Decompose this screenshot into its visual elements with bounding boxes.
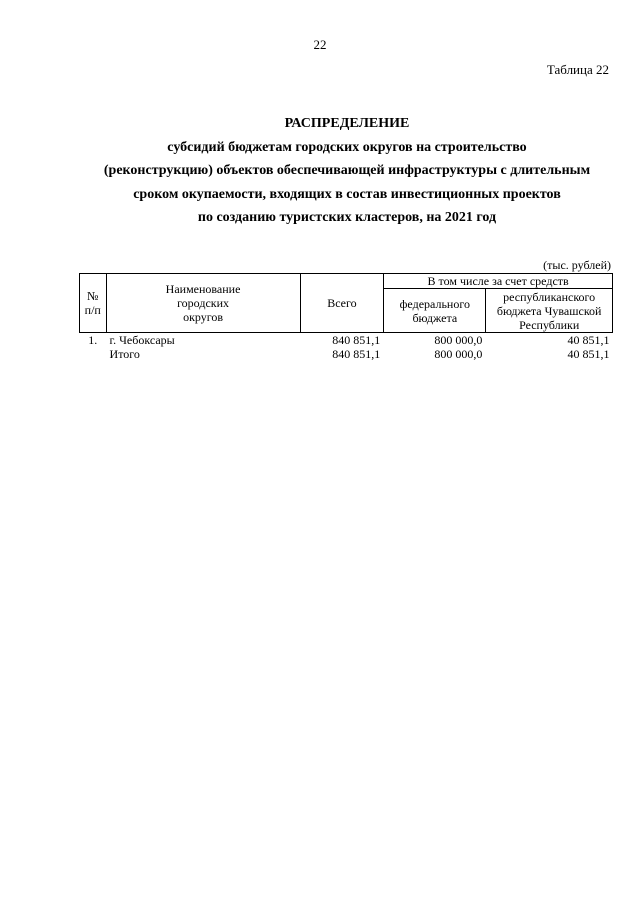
header-republic: республиканского бюджета Чувашской Республики xyxy=(486,289,613,333)
units-note: (тыс. рублей) xyxy=(543,258,611,272)
header-group: В том числе за счет средств xyxy=(384,274,613,289)
header-name: Наименование городских округов xyxy=(106,274,300,333)
table-row xyxy=(80,333,613,348)
title-line: сроком окупаемости, входящих в состав инвестиционных проектов xyxy=(133,186,561,202)
row-name: г. Чебоксары xyxy=(109,333,175,347)
title-line: субсидий бюджетам городских округов на строительство xyxy=(167,139,527,155)
document-title xyxy=(0,112,640,230)
page-number: 22 xyxy=(313,37,327,52)
row-total: 840 851,1 xyxy=(332,347,381,361)
row-total: 840 851,1 xyxy=(332,333,381,347)
header-num: № п/п xyxy=(80,274,107,333)
title-heading: РАСПРЕДЕЛЕНИЕ xyxy=(284,116,410,131)
row-num: 1. xyxy=(88,333,98,347)
row-name: Итого xyxy=(109,347,140,361)
table-label: Таблица 22 xyxy=(546,62,609,77)
row-federal: 800 000,0 xyxy=(434,333,483,347)
title-line: (реконструкцию) объектов обеспечивающей инфраструктуры с длительным xyxy=(103,163,591,178)
header-federal: федерального бюджета xyxy=(384,289,486,333)
table-row-total xyxy=(80,347,613,361)
title-line: по созданию туристских кластеров, на 2021 год xyxy=(197,210,497,225)
row-republic: 40 851,1 xyxy=(567,333,610,347)
distribution-table xyxy=(79,273,613,361)
row-republic: 40 851,1 xyxy=(567,347,610,361)
row-federal: 800 000,0 xyxy=(434,347,483,361)
row-num xyxy=(80,347,107,361)
header-total: Всего xyxy=(300,274,384,333)
